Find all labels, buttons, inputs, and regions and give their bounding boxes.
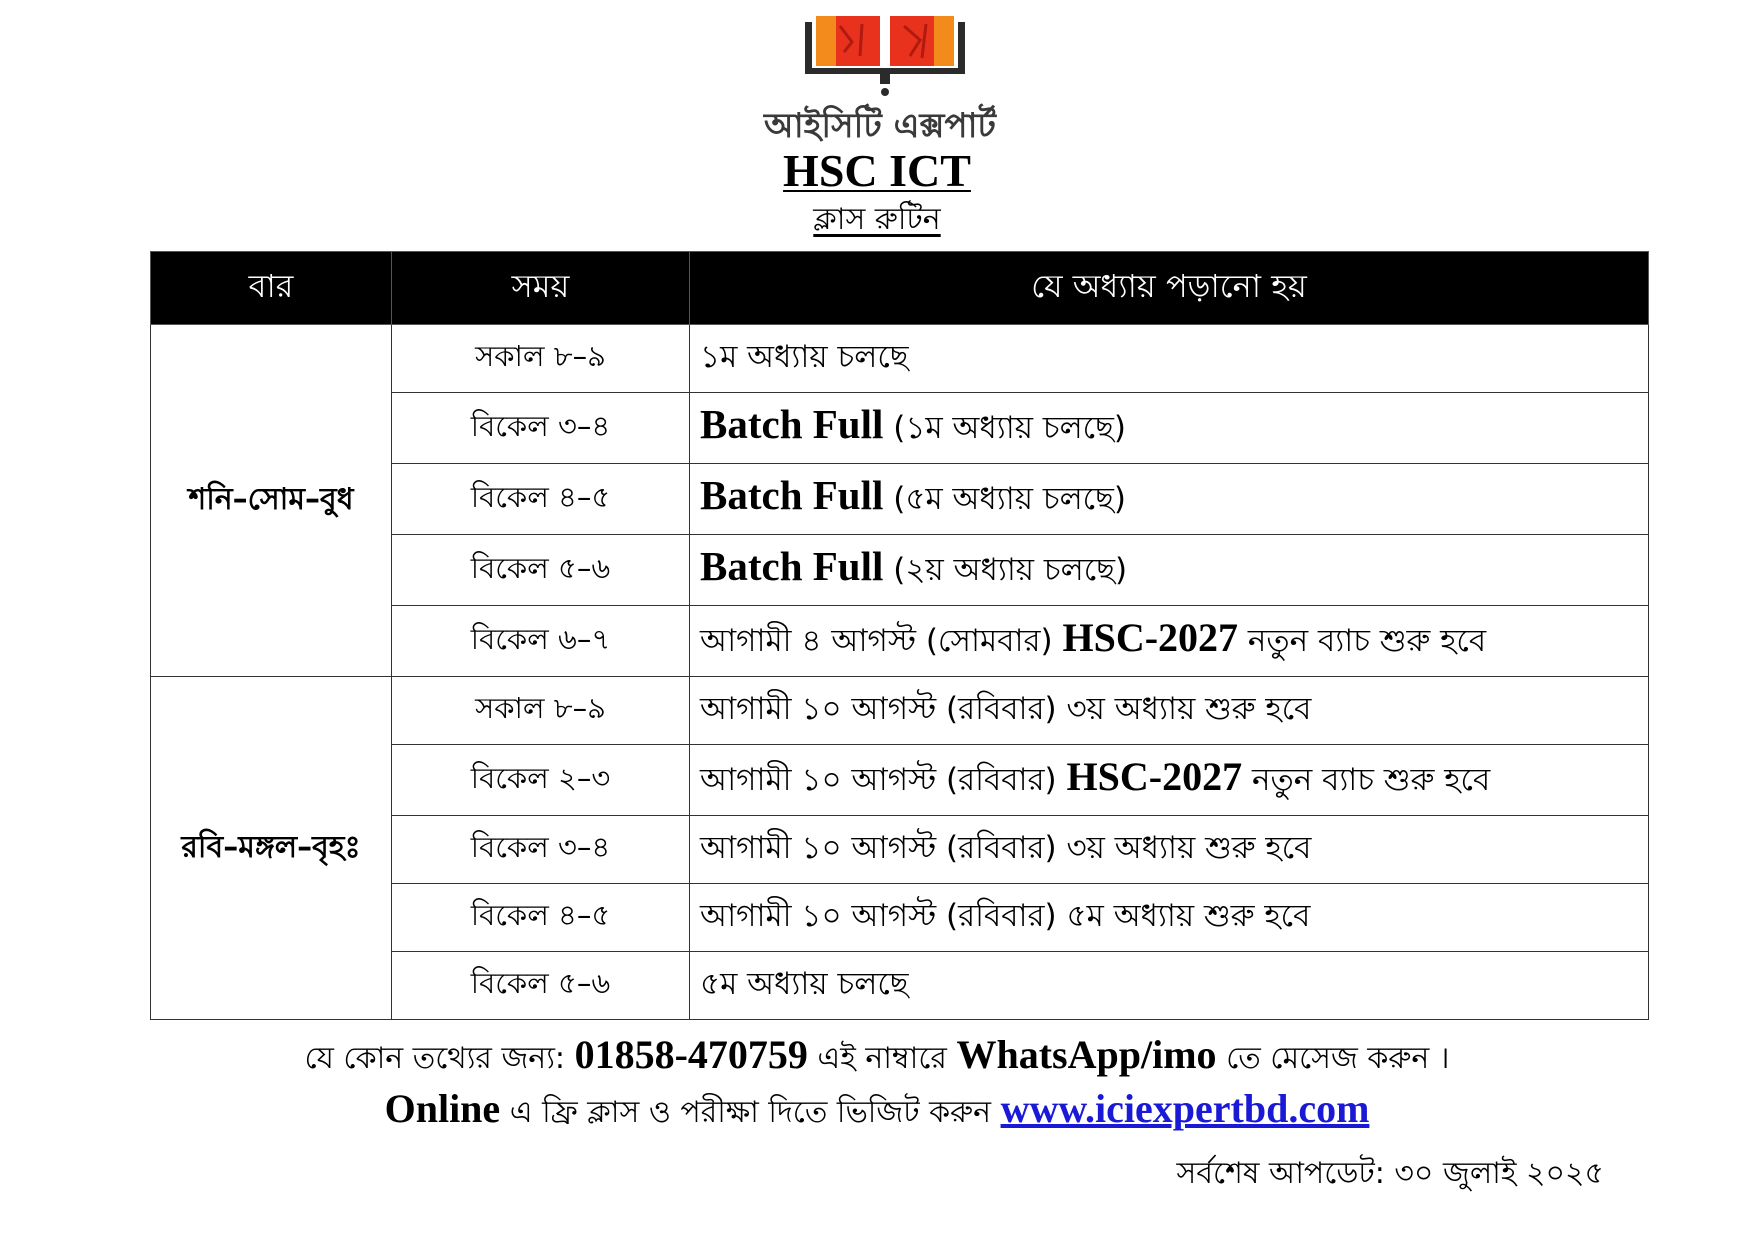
contact-info-line: যে কোন তথ্যের জন্য: 01858-470759 এই নাম্বারে WhatsApp/imo তে মেসেজ করুন । [304, 1032, 1450, 1077]
page-title: HSC ICT [783, 145, 971, 196]
chapter-cell: Batch Full (২য় অধ্যায় চলছে) [690, 535, 1649, 606]
chapter-cell: Batch Full (৫ম অধ্যায় চলছে) [690, 464, 1649, 535]
day-group-cell: রবি–মঙ্গল–বৃহঃ [151, 677, 392, 1020]
website-info-line: Online এ ফ্রি ক্লাস ও পরীক্ষা দিতে ভিজিট করুন www.iciexpertbd.com [384, 1086, 1370, 1131]
table-row [151, 325, 1649, 393]
column-header-day: বার [151, 252, 392, 325]
chapter-cell: ১ম অধ্যায় চলছে [690, 325, 1649, 393]
time-cell: বিকেল ৫–৬ [392, 952, 690, 1020]
time-cell: বিকেল ৩–৪ [392, 393, 690, 464]
brand-logo-text: আইসিটি এক্সপার্ট [764, 106, 996, 146]
day-group-cell: শনি–সোম–বুধ [151, 325, 392, 677]
column-header-chapter: যে অধ্যায় পড়ানো হয় [690, 252, 1649, 325]
time-cell: সকাল ৮–৯ [392, 325, 690, 393]
time-cell: বিকেল ২–৩ [392, 745, 690, 816]
page-subtitle: ক্লাস রুটিন [813, 202, 941, 237]
logo-book-icon [800, 12, 970, 97]
column-header-time: সময় [392, 252, 690, 325]
chapter-cell: Batch Full (১ম অধ্যায় চলছে) [690, 393, 1649, 464]
chapter-cell: আগামী ১০ আগস্ট (রবিবার) ৫ম অধ্যায় শুরু হবে [690, 884, 1649, 952]
time-cell: বিকেল ৬–৭ [392, 606, 690, 677]
chapter-cell: আগামী ৪ আগস্ট (সোমবার) HSC-2027 নতুন ব্যাচ শুরু হবে [690, 606, 1649, 677]
table-row [151, 677, 1649, 745]
website-link[interactable]: www.iciexpertbd.com [1000, 1086, 1370, 1131]
chapter-cell: আগামী ১০ আগস্ট (রবিবার) ৩য় অধ্যায় শুরু হবে [690, 816, 1649, 884]
time-cell: বিকেল ৪–৫ [392, 464, 690, 535]
time-cell: বিকেল ৩–৪ [392, 816, 690, 884]
last-update-text: সর্বশেষ আপডেট: ৩০ জুলাই ২০২৫ [1176, 1156, 1604, 1191]
time-cell: বিকেল ৪–৫ [392, 884, 690, 952]
table-header-row [151, 252, 1649, 325]
class-routine-table [150, 251, 1649, 1020]
time-cell: বিকেল ৫–৬ [392, 535, 690, 606]
chapter-cell: আগামী ১০ আগস্ট (রবিবার) ৩য় অধ্যায় শুরু হবে [690, 677, 1649, 745]
time-cell: সকাল ৮–৯ [392, 677, 690, 745]
phone-number: 01858-470759 [574, 1032, 808, 1077]
chapter-cell: আগামী ১০ আগস্ট (রবিবার) HSC-2027 নতুন ব্যাচ শুরু হবে [690, 745, 1649, 816]
chapter-cell: ৫ম অধ্যায় চলছে [690, 952, 1649, 1020]
